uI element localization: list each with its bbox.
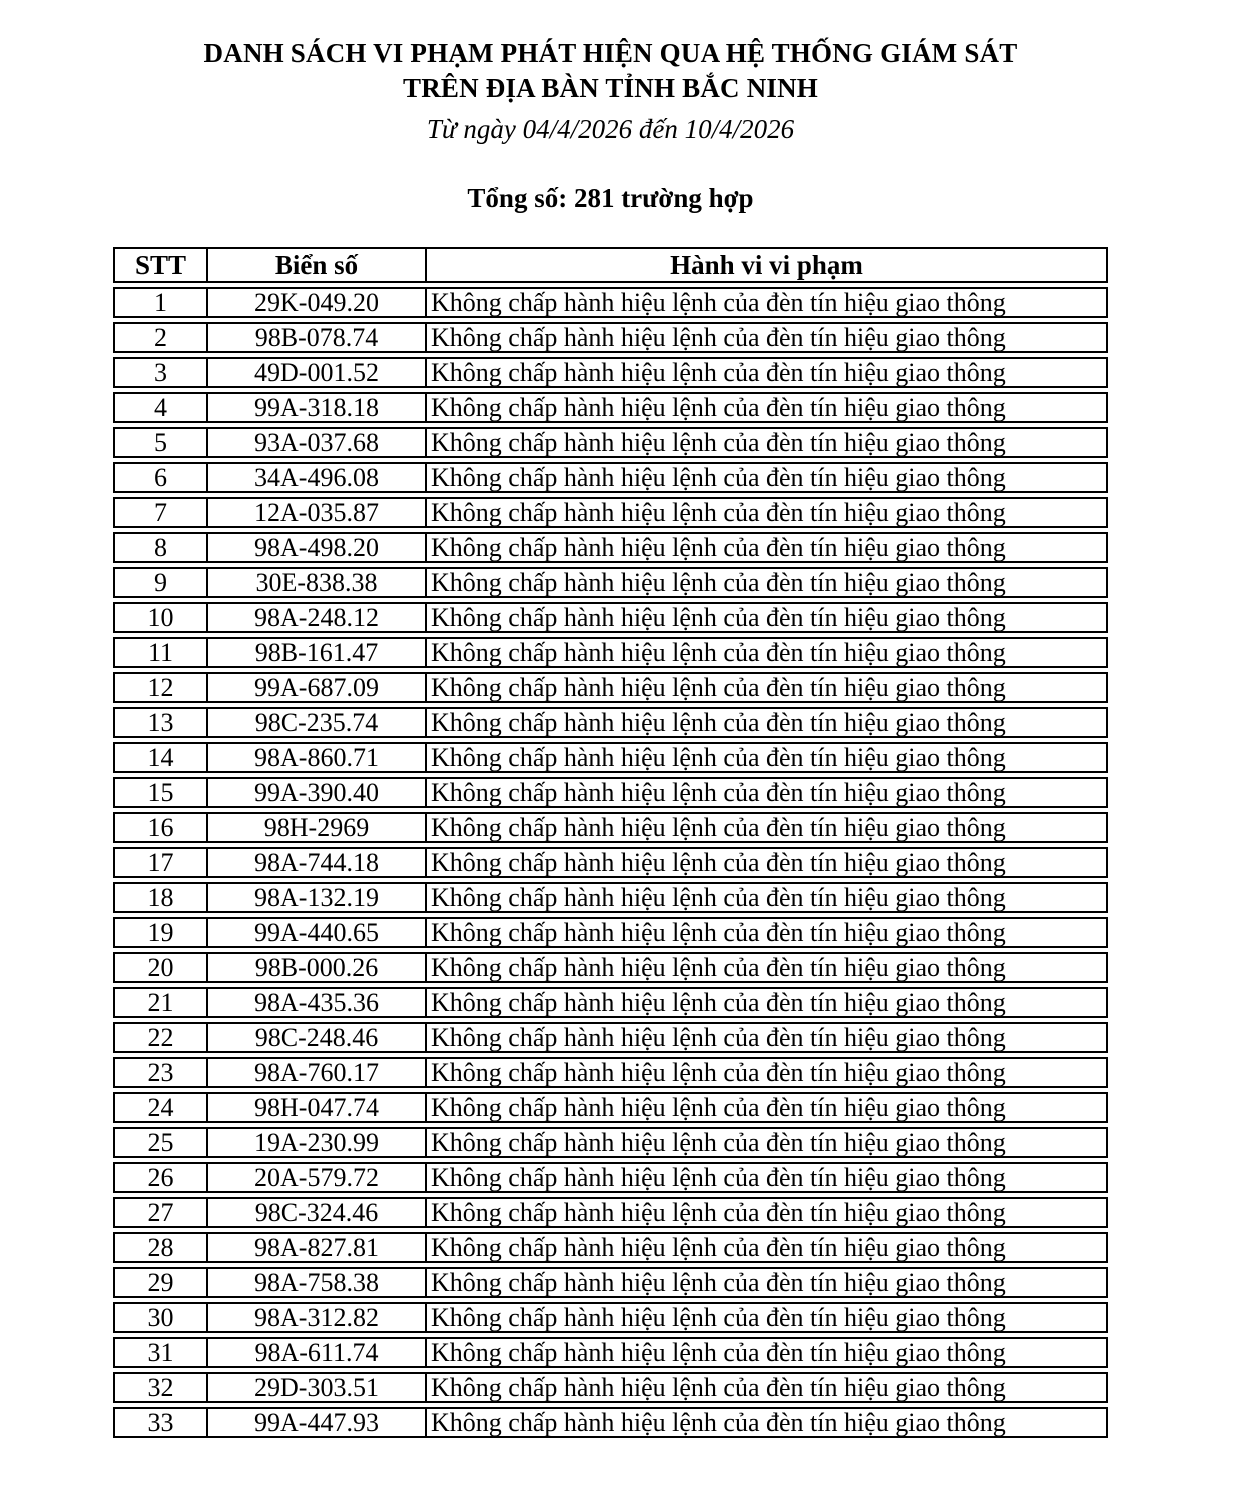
table-row xyxy=(113,847,1108,878)
cell-violation: Không chấp hành hiệu lệnh của đèn tín hiệu giao thông xyxy=(431,322,1006,352)
table-row xyxy=(113,322,1108,353)
cell-violation: Không chấp hành hiệu lệnh của đèn tín hiệu giao thông xyxy=(431,637,1006,667)
table-row xyxy=(113,1337,1108,1368)
cell-violation: Không chấp hành hiệu lệnh của đèn tín hiệu giao thông xyxy=(431,287,1006,317)
table-row xyxy=(113,1302,1108,1333)
cell-violation: Không chấp hành hiệu lệnh của đèn tín hiệu giao thông xyxy=(431,1337,1006,1367)
cell-stt: 17 xyxy=(115,849,208,876)
table-row xyxy=(113,707,1108,738)
cell-plate: 98H-2969 xyxy=(208,814,427,841)
cell-stt: 10 xyxy=(115,604,208,631)
table-row xyxy=(113,637,1108,668)
cell-stt: 30 xyxy=(115,1304,208,1331)
cell-plate: 98A-760.17 xyxy=(208,1059,427,1086)
cell-plate: 20A-579.72 xyxy=(208,1164,427,1191)
cell-plate: 12A-035.87 xyxy=(208,499,427,526)
cell-violation: Không chấp hành hiệu lệnh của đèn tín hiệu giao thông xyxy=(431,1372,1006,1402)
cell-stt: 29 xyxy=(115,1269,208,1296)
cell-violation: Không chấp hành hiệu lệnh của đèn tín hiệu giao thông xyxy=(431,1127,1006,1157)
cell-stt: 1 xyxy=(115,289,208,316)
cell-violation: Không chấp hành hiệu lệnh của đèn tín hiệu giao thông xyxy=(431,602,1006,632)
table-row xyxy=(113,462,1108,493)
table-row xyxy=(113,497,1108,528)
table-row xyxy=(113,287,1108,318)
cell-stt: 12 xyxy=(115,674,208,701)
cell-violation: Không chấp hành hiệu lệnh của đèn tín hiệu giao thông xyxy=(431,882,1006,912)
cell-violation: Không chấp hành hiệu lệnh của đèn tín hiệu giao thông xyxy=(431,567,1006,597)
cell-stt: 26 xyxy=(115,1164,208,1191)
cell-stt: 27 xyxy=(115,1199,208,1226)
cell-plate: 98A-498.20 xyxy=(208,534,427,561)
cell-violation: Không chấp hành hiệu lệnh của đèn tín hiệu giao thông xyxy=(431,1232,1006,1262)
total-count: Tổng số: 281 trường hợp xyxy=(467,183,754,213)
cell-stt: 15 xyxy=(115,779,208,806)
table-row xyxy=(113,567,1108,598)
cell-plate: 98A-248.12 xyxy=(208,604,427,631)
table-row xyxy=(113,532,1108,563)
table-row xyxy=(113,987,1108,1018)
cell-plate: 98A-312.82 xyxy=(208,1304,427,1331)
cell-violation: Không chấp hành hiệu lệnh của đèn tín hiệu giao thông xyxy=(431,532,1006,562)
header-cell-plate: Biển số xyxy=(208,249,427,281)
cell-plate: 99A-687.09 xyxy=(208,674,427,701)
cell-violation: Không chấp hành hiệu lệnh của đèn tín hiệu giao thông xyxy=(431,357,1006,387)
cell-violation: Không chấp hành hiệu lệnh của đèn tín hiệu giao thông xyxy=(431,1197,1006,1227)
cell-stt: 16 xyxy=(115,814,208,841)
document-header xyxy=(113,36,1108,216)
page-title-line1: DANH SÁCH VI PHẠM PHÁT HIỆN QUA HỆ THỐNG GIÁM SÁT xyxy=(203,38,1018,68)
cell-plate: 49D-001.52 xyxy=(208,359,427,386)
cell-violation: Không chấp hành hiệu lệnh của đèn tín hiệu giao thông xyxy=(431,1267,1006,1297)
cell-violation: Không chấp hành hiệu lệnh của đèn tín hiệu giao thông xyxy=(431,1162,1006,1192)
table-row xyxy=(113,1162,1108,1193)
cell-plate: 98C-248.46 xyxy=(208,1024,427,1051)
table-row xyxy=(113,1197,1108,1228)
cell-plate: 29K-049.20 xyxy=(208,289,427,316)
cell-stt: 6 xyxy=(115,464,208,491)
date-range: Từ ngày 04/4/2026 đến 10/4/2026 xyxy=(426,114,795,144)
cell-plate: 99A-390.40 xyxy=(208,779,427,806)
cell-plate: 29D-303.51 xyxy=(208,1374,427,1401)
table-row xyxy=(113,602,1108,633)
cell-violation: Không chấp hành hiệu lệnh của đèn tín hiệu giao thông xyxy=(431,847,1006,877)
cell-violation: Không chấp hành hiệu lệnh của đèn tín hiệu giao thông xyxy=(431,777,1006,807)
table-row xyxy=(113,742,1108,773)
cell-plate: 98A-744.18 xyxy=(208,849,427,876)
cell-stt: 24 xyxy=(115,1094,208,1121)
table-row xyxy=(113,1267,1108,1298)
cell-violation: Không chấp hành hiệu lệnh của đèn tín hiệu giao thông xyxy=(431,427,1006,457)
cell-violation: Không chấp hành hiệu lệnh của đèn tín hiệu giao thông xyxy=(431,917,1006,947)
cell-stt: 7 xyxy=(115,499,208,526)
cell-violation: Không chấp hành hiệu lệnh của đèn tín hiệu giao thông xyxy=(431,392,1006,422)
cell-stt: 8 xyxy=(115,534,208,561)
cell-stt: 25 xyxy=(115,1129,208,1156)
header-cell-violation: Hành vi vi phạm xyxy=(670,249,863,280)
table-row xyxy=(113,812,1108,843)
cell-plate: 98B-161.47 xyxy=(208,639,427,666)
cell-plate: 98A-132.19 xyxy=(208,884,427,911)
cell-violation: Không chấp hành hiệu lệnh của đèn tín hiệu giao thông xyxy=(431,497,1006,527)
table-row xyxy=(113,952,1108,983)
table-row xyxy=(113,917,1108,948)
cell-stt: 20 xyxy=(115,954,208,981)
table-header-row xyxy=(113,247,1108,283)
cell-plate: 98A-860.71 xyxy=(208,744,427,771)
cell-stt: 4 xyxy=(115,394,208,421)
cell-violation: Không chấp hành hiệu lệnh của đèn tín hiệu giao thông xyxy=(431,1302,1006,1332)
cell-plate: 98B-078.74 xyxy=(208,324,427,351)
cell-stt: 32 xyxy=(115,1374,208,1401)
cell-stt: 3 xyxy=(115,359,208,386)
cell-violation: Không chấp hành hiệu lệnh của đèn tín hiệu giao thông xyxy=(431,707,1006,737)
table-row xyxy=(113,777,1108,808)
table-row xyxy=(113,427,1108,458)
cell-plate: 98B-000.26 xyxy=(208,954,427,981)
table-row xyxy=(113,1372,1108,1403)
cell-stt: 19 xyxy=(115,919,208,946)
cell-plate: 98H-047.74 xyxy=(208,1094,427,1121)
cell-plate: 34A-496.08 xyxy=(208,464,427,491)
cell-stt: 28 xyxy=(115,1234,208,1261)
cell-stt: 33 xyxy=(115,1409,208,1436)
cell-plate: 99A-440.65 xyxy=(208,919,427,946)
document-content xyxy=(113,0,1108,1438)
cell-plate: 93A-037.68 xyxy=(208,429,427,456)
cell-violation: Không chấp hành hiệu lệnh của đèn tín hiệu giao thông xyxy=(431,1407,1006,1437)
cell-violation: Không chấp hành hiệu lệnh của đèn tín hiệu giao thông xyxy=(431,1022,1006,1052)
table-row xyxy=(113,882,1108,913)
cell-stt: 9 xyxy=(115,569,208,596)
cell-stt: 21 xyxy=(115,989,208,1016)
cell-stt: 11 xyxy=(115,639,208,666)
cell-plate: 98A-758.38 xyxy=(208,1269,427,1296)
cell-stt: 5 xyxy=(115,429,208,456)
cell-violation: Không chấp hành hiệu lệnh của đèn tín hiệu giao thông xyxy=(431,672,1006,702)
cell-violation: Không chấp hành hiệu lệnh của đèn tín hiệu giao thông xyxy=(431,742,1006,772)
cell-plate: 98C-235.74 xyxy=(208,709,427,736)
cell-stt: 22 xyxy=(115,1024,208,1051)
cell-stt: 18 xyxy=(115,884,208,911)
header-cell-stt: STT xyxy=(115,249,208,281)
cell-plate: 98A-611.74 xyxy=(208,1339,427,1366)
cell-plate: 98A-435.36 xyxy=(208,989,427,1016)
cell-violation: Không chấp hành hiệu lệnh của đèn tín hiệu giao thông xyxy=(431,952,1006,982)
violation-table xyxy=(113,247,1108,1438)
table-row xyxy=(113,1092,1108,1123)
cell-stt: 13 xyxy=(115,709,208,736)
cell-violation: Không chấp hành hiệu lệnh của đèn tín hiệu giao thông xyxy=(431,812,1006,842)
table-row xyxy=(113,672,1108,703)
page-title-line2: TRÊN ĐỊA BÀN TỈNH BẮC NINH xyxy=(402,73,819,103)
table-row xyxy=(113,1057,1108,1088)
table-row xyxy=(113,357,1108,388)
cell-plate: 99A-318.18 xyxy=(208,394,427,421)
cell-violation: Không chấp hành hiệu lệnh của đèn tín hiệu giao thông xyxy=(431,1092,1006,1122)
cell-stt: 2 xyxy=(115,324,208,351)
cell-plate: 19A-230.99 xyxy=(208,1129,427,1156)
cell-stt: 23 xyxy=(115,1059,208,1086)
cell-plate: 98A-827.81 xyxy=(208,1234,427,1261)
table-row xyxy=(113,1407,1108,1438)
cell-violation: Không chấp hành hiệu lệnh của đèn tín hiệu giao thông xyxy=(431,462,1006,492)
cell-plate: 30E-838.38 xyxy=(208,569,427,596)
table-row xyxy=(113,1232,1108,1263)
table-row xyxy=(113,1022,1108,1053)
table-row xyxy=(113,1127,1108,1158)
violation-table-body xyxy=(113,287,1108,1438)
cell-violation: Không chấp hành hiệu lệnh của đèn tín hiệu giao thông xyxy=(431,1057,1006,1087)
cell-plate: 98C-324.46 xyxy=(208,1199,427,1226)
table-row xyxy=(113,392,1108,423)
cell-stt: 14 xyxy=(115,744,208,771)
cell-violation: Không chấp hành hiệu lệnh của đèn tín hiệu giao thông xyxy=(431,987,1006,1017)
cell-plate: 99A-447.93 xyxy=(208,1409,427,1436)
cell-stt: 31 xyxy=(115,1339,208,1366)
